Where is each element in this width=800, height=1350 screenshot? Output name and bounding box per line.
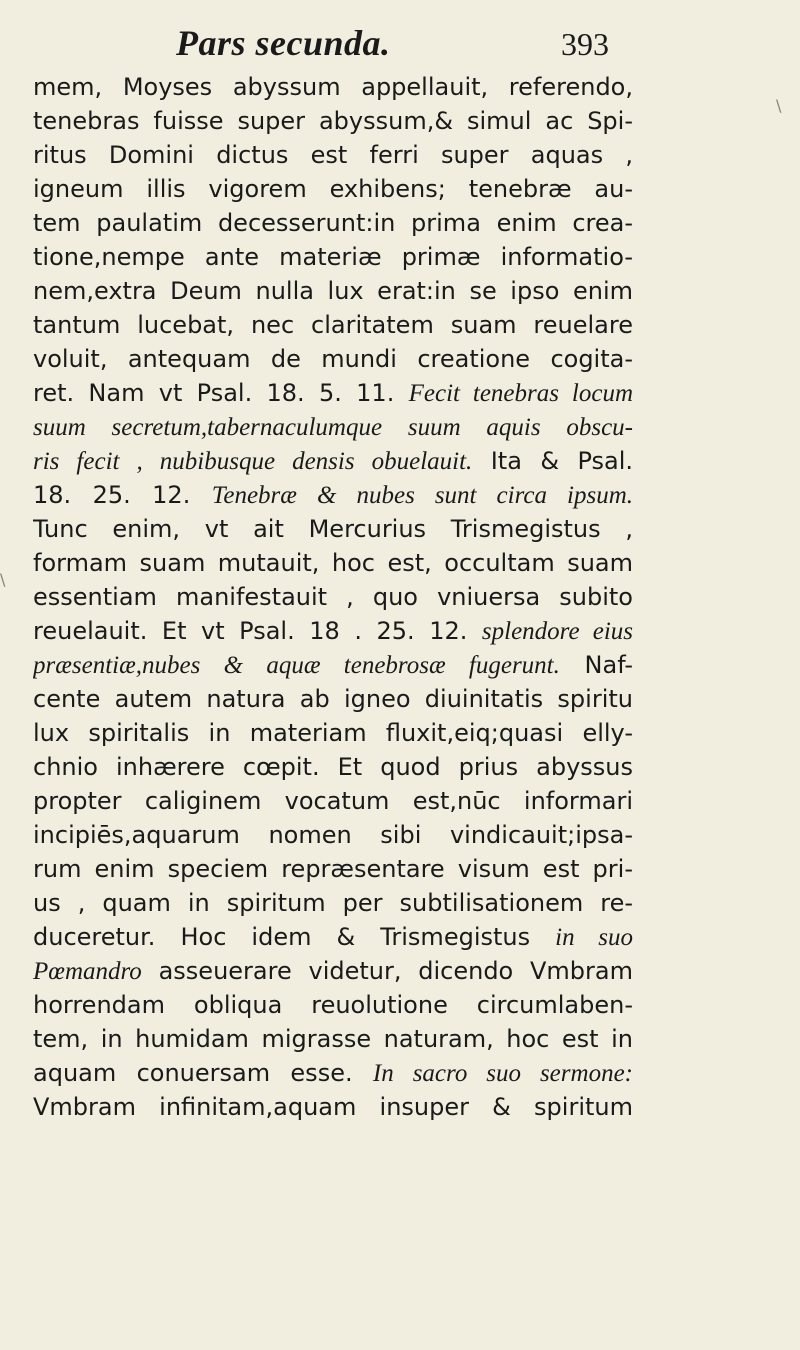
body-text [33,70,633,1124]
italic-run: Tenebræ & nubes sunt circa ipsum. [211,482,633,509]
text-run: rum enim speciem repræsentare visum est pri- [33,855,633,883]
text-line [33,546,633,580]
italic-run: In sacro suo sermone: [372,1060,633,1087]
text-run: lux spiritalis in materiam fluxit,eiq;quasi elly- [33,719,633,747]
italic-run: Fecit tenebras locum [408,380,633,407]
text-line [33,886,633,920]
italic-run: Pœmandro [33,958,142,985]
text-line [33,104,633,138]
text-line [33,580,633,614]
text-run: igneum illis vigorem exhibens; tenebræ au- [33,175,633,203]
text-run: ret. Nam vt Psal. 18. 5. 11. [33,379,409,407]
italic-run: in suo [555,924,633,951]
text-line [33,240,633,274]
text-line [33,512,633,546]
text-line [33,206,633,240]
text-line [33,750,633,784]
text-run: reuelauit. Et vt Psal. 18 . 25. 12. [33,617,482,645]
text-run: Naf- [559,651,633,679]
text-run: aquam conuersam esse. [33,1059,373,1087]
text-line [33,784,633,818]
text-run: tem paulatim decesserunt:in prima enim crea- [33,209,633,237]
text-line [33,410,633,444]
text-line [33,716,633,750]
text-line [33,376,633,410]
text-line [33,920,633,954]
text-line [33,478,633,512]
text-run: horrendam obliqua reuolutione circumlaben- [33,991,633,1019]
text-line [33,954,633,988]
text-run: essentiam manifestauit , quo vniuersa subito [33,583,633,611]
text-run: 18. 25. 12. [33,481,212,509]
text-line [33,988,633,1022]
text-run: propter caliginem vocatum est,nūc informari [33,787,633,815]
italic-run: ris fecit , nubibusque densis obuelauit. [33,448,473,475]
text-run: voluit, antequam de mundi creatione cogita- [33,345,633,373]
page-header [0,22,800,72]
text-run: ritus Domini dictus est ferri super aquas , [33,141,633,169]
text-line [33,172,633,206]
text-run: tenebras fuisse super abyssum,& simul ac Spi- [33,107,633,135]
text-line [33,342,633,376]
text-line [33,648,633,682]
text-run: Ita & Psal. [472,447,633,475]
text-line [33,614,633,648]
text-line [33,138,633,172]
text-line [33,852,633,886]
text-run: mem, Moyses abyssum appellauit, referendo, [33,73,633,101]
margin-mark: \ [0,570,6,589]
text-run: nem,extra Deum nulla lux erat:in se ipso enim [33,277,633,305]
text-run: asseuerare videtur, dicendo Vmbram [141,957,633,985]
text-run: us , quam in spiritum per subtilisationem re- [33,889,633,917]
text-line [33,1022,633,1056]
text-run: formam suam mutauit, hoc est, occultam suam [33,549,633,577]
text-line [33,682,633,716]
text-run: Tunc enim, vt ait Mercurius Trismegistus , [33,515,633,543]
text-line [33,70,633,104]
text-line [33,444,633,478]
text-run: Vmbram infinitam,aquam insuper & spiritum [33,1093,633,1121]
italic-run: suum secretum,tabernaculumque suum aquis obscu- [33,414,633,441]
italic-run: præsentiæ,nubes & aquæ tenebrosæ fugerunt. [33,652,560,679]
text-run: chnio inhærere cœpit. Et quod prius abyssus [33,753,633,781]
text-line [33,308,633,342]
text-run: tantum lucebat, nec claritatem suam reuelare [33,311,633,339]
page-number: 393 [561,26,609,62]
text-run: incipiēs,aquarum nomen sibi vindicauit;ipsa- [33,821,633,849]
text-run: cente autem natura ab igneo diuinitatis spiritu [33,685,633,713]
text-line [33,1090,633,1124]
italic-run: splendore eius [481,618,633,645]
margin-mark: \ [776,96,782,115]
text-run: tem, in humidam migrasse naturam, hoc est in [33,1025,633,1053]
text-line [33,274,633,308]
text-run: duceretur. Hoc idem & Trismegistus [33,923,556,951]
text-line [33,818,633,852]
running-title: Pars secunda. [176,23,391,63]
text-run: tione,nempe ante materiæ primæ informatio- [33,243,633,271]
text-line [33,1056,633,1090]
